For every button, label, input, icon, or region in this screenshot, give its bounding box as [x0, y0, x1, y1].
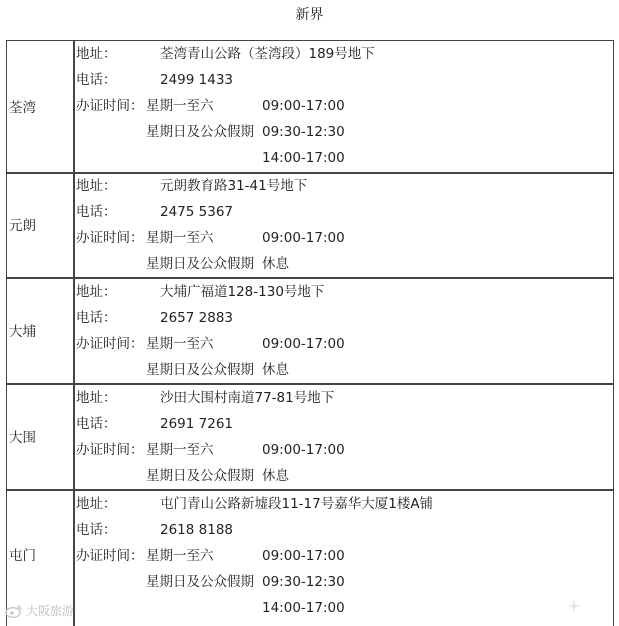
district-name: 大围: [9, 430, 36, 446]
holiday-label: 星期日及公众假期: [146, 256, 254, 272]
address-value: 荃湾青山公路（荃湾段）189号地下: [160, 46, 375, 62]
address-value: 屯门青山公路新墟段11-17号嘉华大厦1楼A铺: [160, 496, 434, 512]
holiday-label: 星期日及公众假期: [146, 362, 254, 378]
address-label: 地址：: [76, 496, 117, 512]
hours-label: 办证时间：: [76, 230, 144, 246]
hours-label: 办证时间：: [76, 98, 144, 114]
holiday-hours-afternoon: 14:00-17:00: [262, 150, 345, 166]
address-value: 元朗教育路31-41号地下: [160, 178, 308, 194]
row-divider: [6, 277, 614, 279]
row-divider: [6, 172, 614, 174]
row-divider: [6, 383, 614, 385]
phone-label: 电话：: [76, 310, 117, 326]
hours-label: 办证时间：: [76, 336, 144, 352]
weekday-hours: 09:00-17:00: [262, 442, 345, 458]
district-name: 荃湾: [9, 100, 36, 116]
holiday-hours-afternoon: 14:00-17:00: [262, 600, 345, 616]
holiday-hours: 休息: [262, 468, 289, 484]
weekday-hours: 09:00-17:00: [262, 548, 345, 564]
holiday-hours: 休息: [262, 256, 289, 272]
holiday-label: 星期日及公众假期: [146, 124, 254, 140]
address-label: 地址：: [76, 284, 117, 300]
hours-label: 办证时间：: [76, 442, 144, 458]
row-divider: [6, 489, 614, 491]
phone-value: 2475 5367: [160, 204, 234, 220]
weekday-label: 星期一至六: [146, 548, 214, 564]
address-value: 沙田大围村南道77-81号地下: [160, 390, 335, 406]
district-name: 元朗: [9, 218, 36, 234]
phone-value: 2657 2883: [160, 310, 234, 326]
address-label: 地址：: [76, 46, 117, 62]
address-label: 地址：: [76, 390, 117, 406]
sparkle-icon: [566, 598, 582, 618]
hours-label: 办证时间：: [76, 548, 144, 564]
holiday-hours: 09:30-12:30: [262, 124, 345, 140]
weibo-icon: [5, 604, 23, 618]
weekday-label: 星期一至六: [146, 336, 214, 352]
address-label: 地址：: [76, 178, 117, 194]
watermark-text: 大阪旅游: [26, 604, 75, 618]
phone-value: 2618 8188: [160, 522, 234, 538]
weekday-hours: 09:00-17:00: [262, 230, 345, 246]
phone-label: 电话：: [76, 416, 117, 432]
phone-label: 电话：: [76, 72, 117, 88]
phone-value: 2691 7261: [160, 416, 234, 432]
phone-value: 2499 1433: [160, 72, 234, 88]
holiday-hours: 09:30-12:30: [262, 574, 345, 590]
holiday-label: 星期日及公众假期: [146, 468, 254, 484]
weekday-label: 星期一至六: [146, 98, 214, 114]
column-divider: [73, 40, 75, 626]
address-value: 大埔广福道128-130号地下: [160, 284, 325, 300]
weekday-label: 星期一至六: [146, 442, 214, 458]
holiday-hours: 休息: [262, 362, 289, 378]
district-name: 屯门: [9, 548, 36, 564]
watermark: [5, 603, 74, 619]
phone-label: 电话：: [76, 522, 117, 538]
weekday-label: 星期一至六: [146, 230, 214, 246]
district-name: 大埔: [9, 324, 36, 340]
weekday-hours: 09:00-17:00: [262, 336, 345, 352]
page-title: 新界: [295, 7, 324, 23]
weekday-hours: 09:00-17:00: [262, 98, 345, 114]
holiday-label: 星期日及公众假期: [146, 574, 254, 590]
phone-label: 电话：: [76, 204, 117, 220]
